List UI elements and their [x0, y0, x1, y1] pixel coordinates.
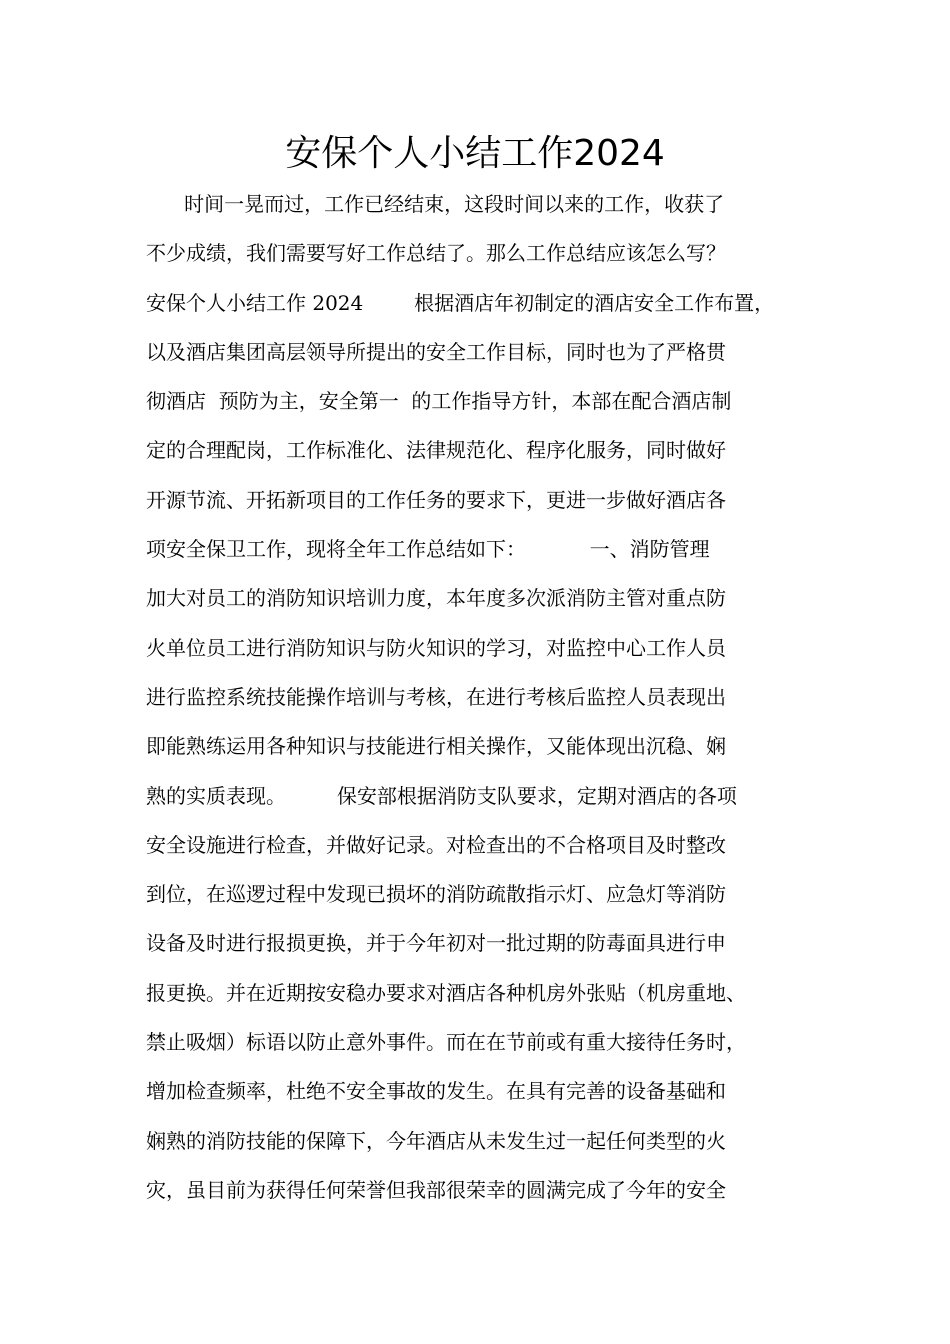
body-line-11: 进行监控系统技能操作培训与考核，在进行考核后监控人员表现出 — [146, 684, 726, 709]
body-line-15: 到位，在巡逻过程中发现已损坏的消防疏散指示灯、应急灯等消防 — [146, 882, 726, 907]
body-line-17: 报更换。并在近期按安稳办要求对酒店各种机房外张贴（机房重地、 — [146, 980, 746, 1005]
body-line-8: 项安全保卫工作，现将全年工作总结如下： 一、消防管理 — [146, 537, 710, 562]
body-line-18: 禁止吸烟）标语以防止意外事件。而在在节前或有重大接待任务时， — [146, 1030, 746, 1055]
document-title: 安保个人小结工作2024 — [285, 133, 665, 174]
body-line-12: 即能熟练运用各种知识与技能进行相关操作，又能体现出沉稳、娴 — [146, 734, 726, 759]
body-line-13: 熟的实质表现。 保安部根据消防支队要求，定期对酒店的各项 — [146, 783, 737, 808]
body-line-14: 安全设施进行检查，并做好记录。对检查出的不合格项目及时整改 — [146, 832, 726, 857]
body-line-19: 增加检查频率，杜绝不安全事故的发生。在具有完善的设备基础和 — [146, 1079, 726, 1104]
body-line-2: 不少成绩，我们需要写好工作总结了。那么工作总结应该怎么写？ — [146, 241, 726, 266]
body-line-16: 设备及时进行报损更换，并于今年初对一批过期的防毒面具进行申 — [146, 931, 726, 956]
body-line-7: 开源节流、开拓新项目的工作任务的要求下，更进一步做好酒店各 — [146, 487, 726, 512]
body-line-5: 彻酒店 预防为主，安全第一 的工作指导方针，本部在配合酒店制 — [146, 389, 732, 414]
body-line-3: 安保个人小结工作 2024 根据酒店年初制定的酒店安全工作布置， — [146, 290, 775, 315]
document-body — [146, 180, 816, 1215]
body-line-21: 灾，虽目前为获得任何荣誉但我部很荣幸的圆满完成了今年的安全 — [146, 1177, 726, 1202]
body-line-1: 时间一晃而过，工作已经结束，这段时间以来的工作，收获了 — [146, 192, 725, 216]
body-line-10: 火单位员工进行消防知识与防火知识的学习，对监控中心工作人员 — [146, 635, 726, 660]
body-line-20: 娴熟的消防技能的保障下，今年酒店从未发生过一起任何类型的火 — [146, 1128, 726, 1153]
body-line-4: 以及酒店集团高层领导所提出的安全工作目标，同时也为了严格贯 — [146, 339, 726, 364]
body-line-9: 加大对员工的消防知识培训力度，本年度多次派消防主管对重点防 — [146, 586, 726, 611]
body-line-6: 定的合理配岗，工作标准化、法律规范化、程序化服务，同时做好 — [146, 438, 726, 463]
